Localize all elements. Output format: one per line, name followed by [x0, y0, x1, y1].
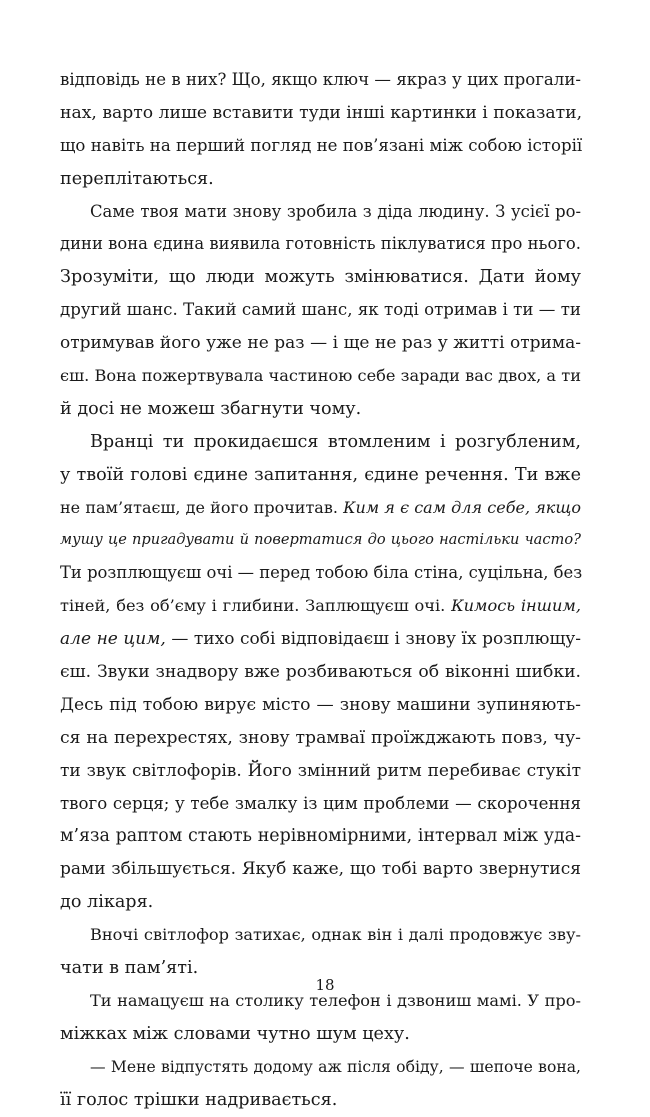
body-text [60, 64, 581, 1117]
text-line: твого серця; у тебе змалку із цим проблеми — скорочення [60, 793, 581, 813]
italic-text: Кимось іншим, [451, 596, 581, 616]
text-line: — Мене відпустять додому аж після обіду, — шепоче вона, [90, 1057, 581, 1076]
text-line: м’яза раптом стають нерівномірними, інтервал між уда- [60, 826, 581, 847]
text-line [60, 623, 581, 656]
text-line: що навіть на перший погляд не пов’язані між собою історії [60, 135, 583, 155]
italic-line: мушу це пригадувати й повертатися до цього настільки часто? [60, 531, 581, 549]
text-line: й досі не можеш збагнути чому. [60, 398, 362, 419]
text-line: міжках між словами чутно шум цеху. [60, 1023, 410, 1044]
text-line: її голос трішки надривається. [60, 1089, 338, 1110]
text-line: дини вона єдина виявила готовність піклуватися про нього. [60, 234, 581, 254]
text-line: ти звук світлофорів. Його змінний ритм перебиває стукіт [60, 760, 581, 781]
text-line: отримував його уже не раз — і ще не раз у житті отрима- [60, 333, 581, 354]
text-line: Ти намацуєш на столику телефон і дзвониш мамі. У про- [90, 990, 581, 1010]
text-line: чати в пам’яті. [60, 958, 199, 979]
text-line: відповідь не в них? Що, якщо ключ — якраз у цих прогали- [60, 70, 581, 89]
text-line: єш. Вона пожертвувала частиною себе заради вас двох, а ти [60, 366, 581, 386]
text-line [60, 590, 581, 623]
text-span: не пам’ятаєш, де його прочитав. [60, 497, 338, 517]
text-line: у твоїй голові єдине запитання, єдине речення. Ти вже [60, 464, 581, 485]
text-line: Десь під тобою вирує місто — знову машини зупиняють- [60, 694, 581, 715]
text-line: рами збільшується. Якуб каже, що тобі варто звернутися [60, 859, 581, 880]
text-span: — тихо собі відповідаєш і знову їх розплющу- [171, 629, 582, 650]
text-line: Вночі світлофор затихає, однак він і далі продовжує зву- [90, 925, 581, 945]
text-line: Саме твоя мати знову зробила з діда людину. З усієї ро- [90, 201, 581, 221]
text-line: єш. Звуки знадвору вже розбиваються об віконні шибки. [60, 662, 581, 683]
italic-text: Ким я є сам для себе, якщо [343, 497, 582, 517]
text-line: Зрозуміти, що люди можуть змінюватися. Дати йому [60, 267, 581, 288]
text-line: другий шанс. Такий самий шанс, як тоді отримав і ти — ти [60, 300, 581, 320]
text-line: Ти розплющуєш очі — перед тобою біла стіна, суцільна, без [60, 563, 583, 583]
text-line: до лікаря. [60, 892, 154, 913]
text-span: тіней, без об’єму і глибини. Заплющуєш очі. [60, 596, 446, 616]
text-line: переплітаються. [60, 168, 214, 189]
italic-text: але не цим, [60, 629, 166, 650]
text-line: нах, варто лише вставити туди інші картинки і показати, [60, 102, 583, 123]
text-line: Вранці ти прокидаєшся втомленим і розгубленим, [90, 431, 581, 452]
page-number: 18 [315, 976, 335, 994]
text-line: ся на перехрестях, знову трамваї проїжджають повз, чу- [60, 727, 581, 748]
text-line [60, 492, 581, 525]
